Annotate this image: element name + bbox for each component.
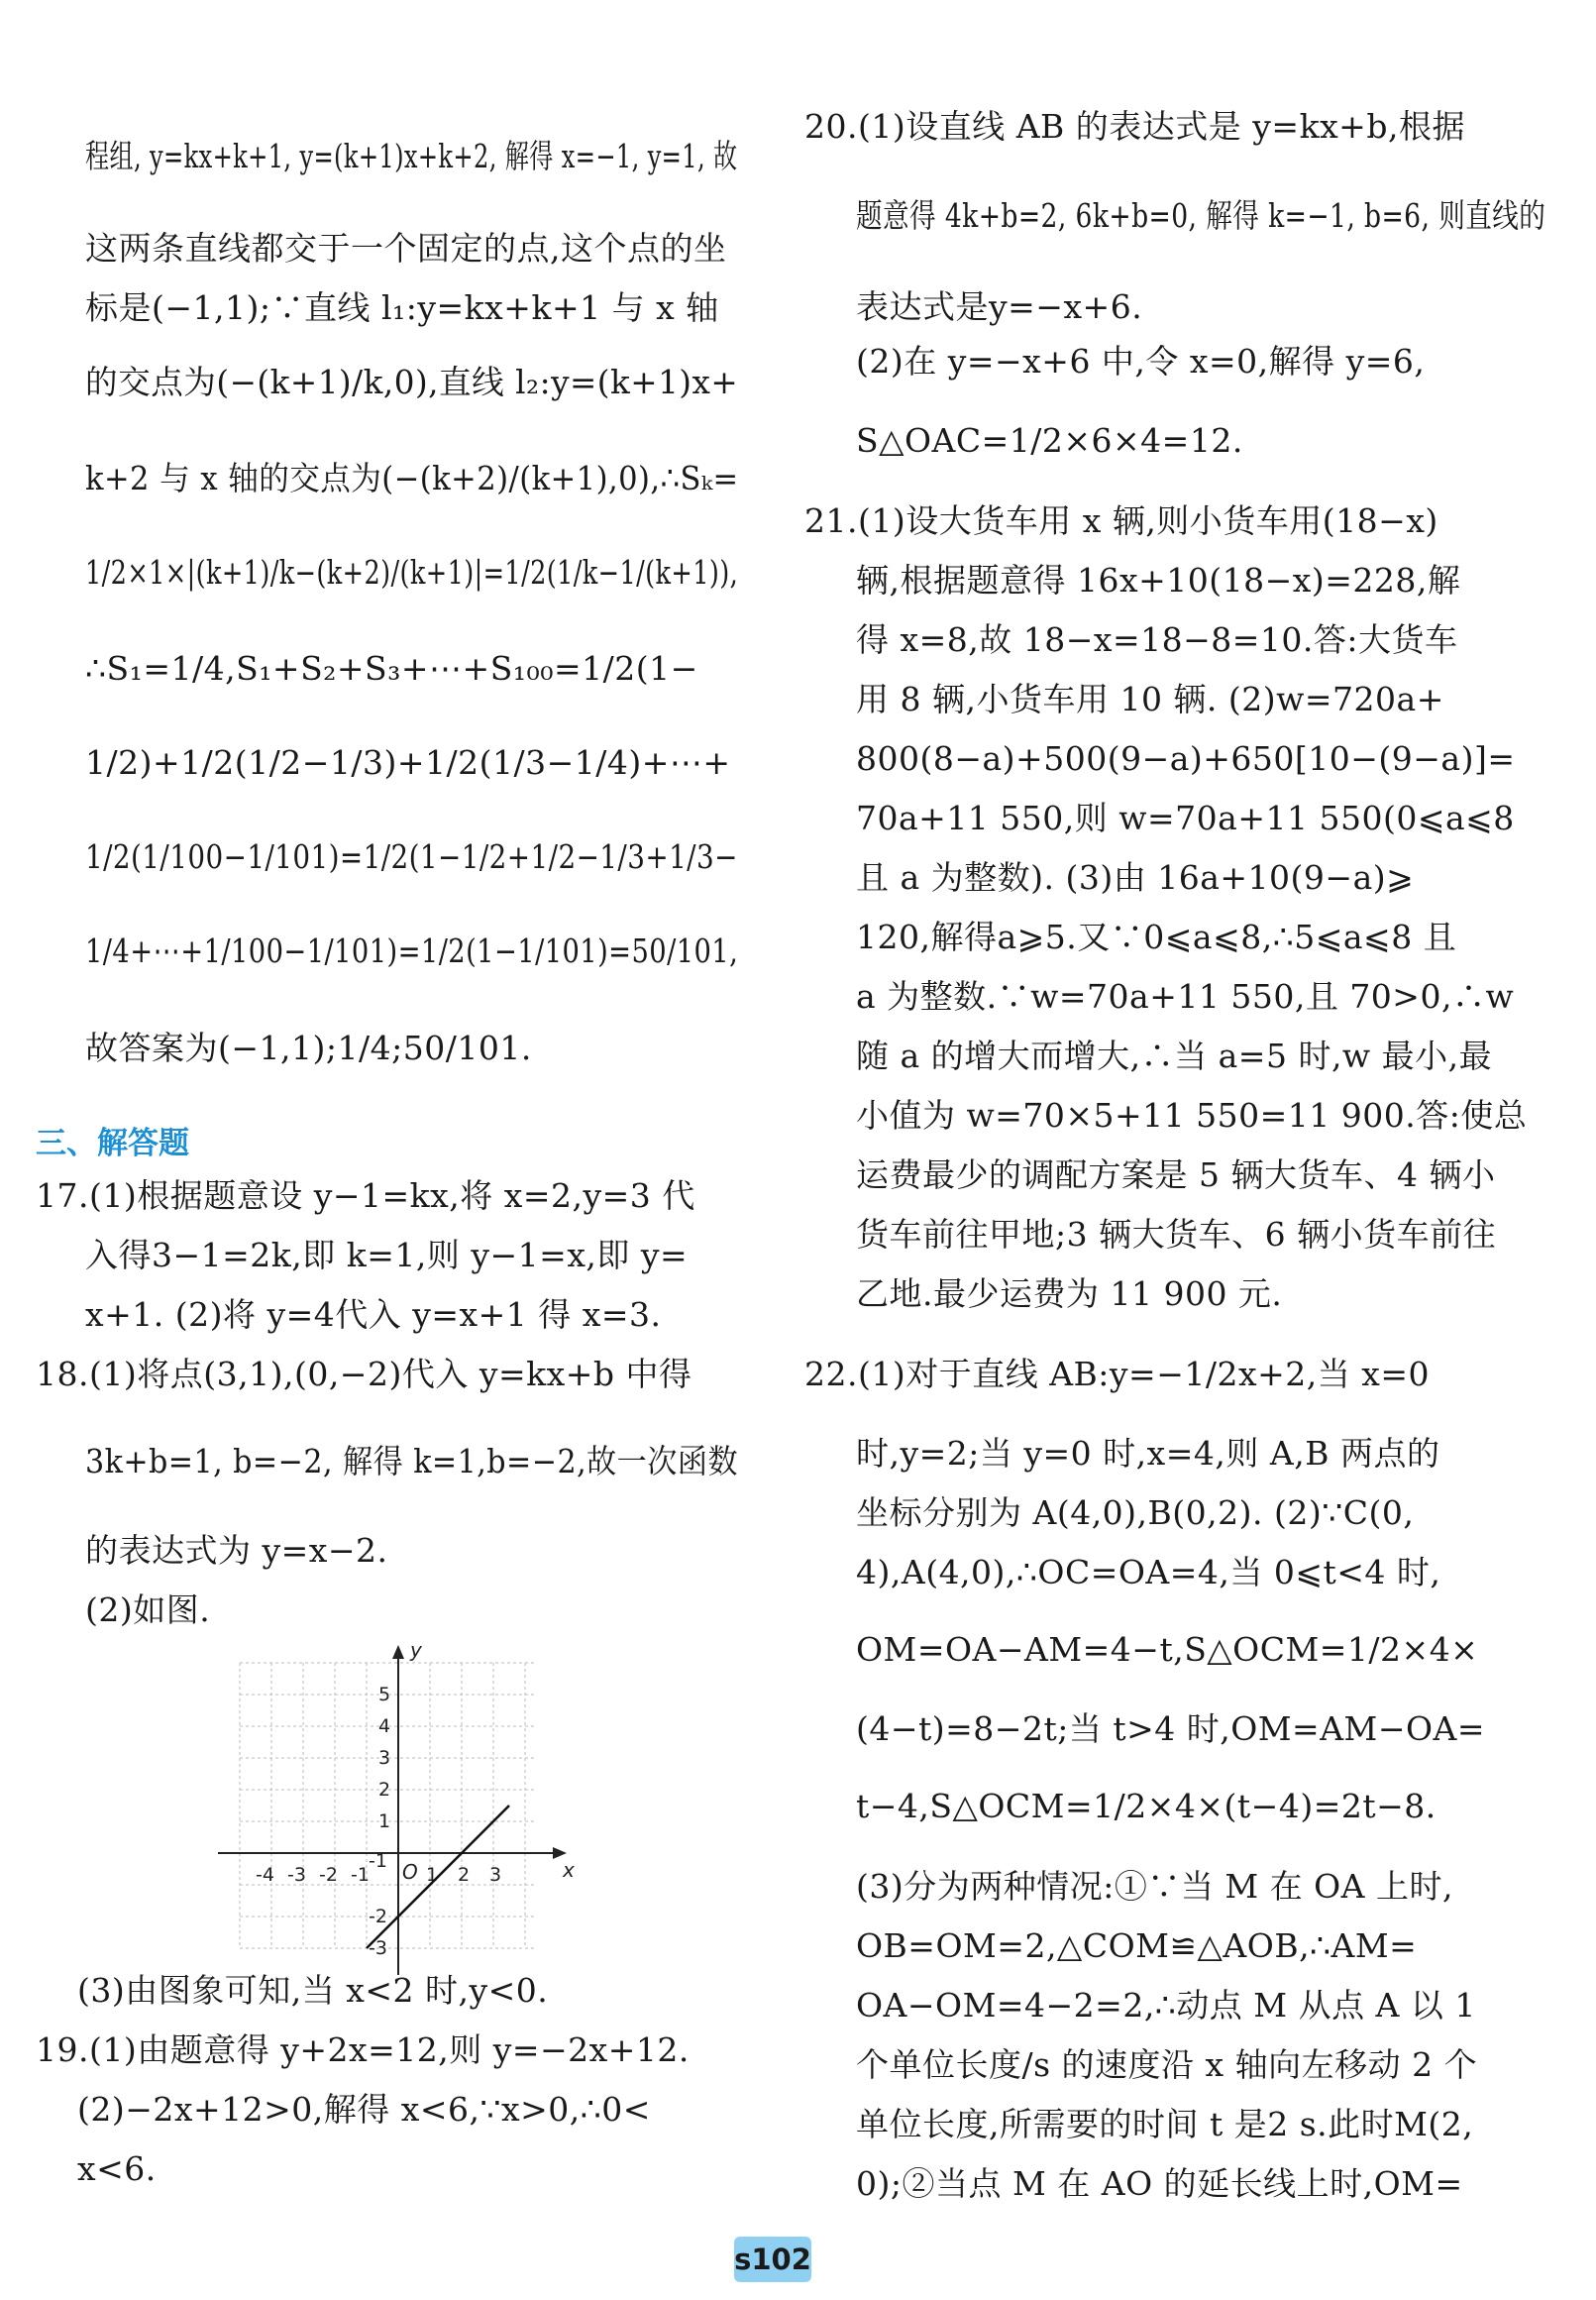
text-line: 小值为 w=70×5+11 550=11 900.答:使总 (856, 1096, 1528, 1135)
x-tick-label: -3 (287, 1864, 306, 1886)
text-line: ∴S₁=1/4,S₁+S₂+S₃+⋯+S₁₀₀=1/2(1− (85, 649, 698, 688)
y-tick-label: 3 (378, 1747, 391, 1769)
y-tick-label: -2 (369, 1906, 387, 1927)
text-line: 18.(1)将点(3,1),(0,−2)代入 y=kx+b 中得 (36, 1355, 692, 1393)
y-tick-label: -3 (369, 1937, 387, 1959)
text-line: 故答案为(−1,1);1/4;50/101. (85, 1029, 532, 1067)
text-line: 表达式是y=−x+6. (856, 287, 1143, 326)
text-line: 的表达式为 y=x−2. (85, 1531, 388, 1570)
text-line: 时,y=2;当 y=0 时,x=4,则 A,B 两点的 (856, 1434, 1440, 1473)
x-tick-label: -1 (351, 1864, 370, 1886)
text-line: 70a+11 550,则 w=70a+11 550(0⩽a⩽8 (856, 799, 1515, 837)
grid (240, 1663, 537, 1948)
section-heading: 三、解答题 (36, 1126, 189, 1161)
text-line: 1/4+⋯+1/100−1/101)=1/2(1−1/101)=50/101, (85, 931, 739, 970)
text-line: x+1. (2)将 y=4代入 y=x+1 得 x=3. (85, 1295, 662, 1334)
x-axis-label: x (563, 1858, 575, 1882)
text-line: (2)−2x+12>0,解得 x<6,∵x>0,∴0< (77, 2090, 651, 2129)
text-line: a 为整数.∵w=70a+11 550,且 70>0,∴w (856, 977, 1515, 1016)
text-line: 1/2)+1/2(1/2−1/3)+1/2(1/3−1/4)+⋯+ (85, 743, 731, 782)
text-line: 800(8−a)+500(9−a)+650[10−(9−a)]= (856, 739, 1516, 778)
text-line: OA−OM=4−2=2,∴动点 M 从点 A 以 1 (856, 1986, 1476, 2025)
text-line: 单位长度,所需要的时间 t 是2 s.此时M(2, (856, 2105, 1474, 2143)
text-line: 个单位长度/s 的速度沿 x 轴向左移动 2 个 (856, 2045, 1478, 2084)
text-line: k+2 与 x 轴的交点为(−(k+2)/(k+1),0),∴Sₖ= (85, 459, 739, 497)
text-line: 用 8 辆,小货车用 10 辆. (2)w=720a+ (856, 680, 1444, 718)
text-line: (2)如图. (85, 1590, 211, 1629)
origin-label: O (402, 1860, 418, 1884)
y-axis-label: y (410, 1643, 422, 1662)
text-line: 坐标分别为 A(4,0),B(0,2). (2)∵C(0, (856, 1493, 1415, 1532)
text-line: S△OAC=1/2×6×4=12. (856, 421, 1243, 460)
x-tick-label: -4 (256, 1864, 274, 1886)
y-axis-arrow (392, 1645, 404, 1659)
x-tick-label: 1 (426, 1864, 439, 1886)
text-line: 得 x=8,故 18−x=18−8=10.答:大货车 (856, 620, 1458, 659)
text-line: 1/2×1×|(k+1)/k−(k+2)/(k+1)|=1/2(1/k−1/(k+1)), (85, 553, 739, 592)
text-line: 货车前往甲地;3 辆大货车、6 辆小货车前往 (856, 1215, 1497, 1254)
text-line: 乙地.最少运费为 11 900 元. (856, 1274, 1283, 1313)
text-line: 0);②当点 M 在 AO 的延长线上时,OM= (856, 2164, 1463, 2203)
text-line: (3)分为两种情况:①∵当 M 在 OA 上时, (856, 1867, 1453, 1906)
text-line: t−4,S△OCM=1/2×4×(t−4)=2t−8. (856, 1787, 1436, 1825)
text-line: 120,解得a⩾5.又∵0⩽a⩽8,∴5⩽a⩽8 且 (856, 918, 1457, 956)
text-line: 入得3−1=2k,即 k=1,则 y−1=x,即 y= (85, 1236, 689, 1274)
x-tick-label: 3 (489, 1864, 502, 1886)
x-tick-label: 2 (458, 1864, 471, 1886)
page-number: s102 (734, 2237, 811, 2282)
y-tick-label: 4 (378, 1715, 391, 1737)
text-line: x<6. (77, 2149, 157, 2188)
text-line: 21.(1)设大货车用 x 辆,则小货车用(18−x) (804, 501, 1438, 540)
text-line: 3k+b=1, b=−2, 解得 k=1,b=−2,故一次函数 (85, 1442, 739, 1480)
text-line: 标是(−1,1);∵直线 l₁:y=kx+k+1 与 x 轴 (85, 288, 719, 327)
text-line: 19.(1)由题意得 y+2x=12,则 y=−2x+12. (36, 2030, 690, 2069)
text-line: OM=OA−AM=4−t,S△OCM=1/2×4× (856, 1630, 1479, 1669)
text-line: 的交点为(−(k+1)/k,0),直线 l₂:y=(k+1)x+ (85, 363, 739, 401)
text-line: 4),A(4,0),∴OC=OA=4,当 0⩽t<4 时, (856, 1553, 1441, 1591)
text-line: 22.(1)对于直线 AB:y=−1/2x+2,当 x=0 (804, 1355, 1430, 1393)
coordinate-graph (208, 1643, 585, 1980)
text-line: 运费最少的调配方案是 5 辆大货车、4 辆小 (856, 1155, 1496, 1194)
text-line: (3)由图象可知,当 x<2 时,y<0. (77, 1971, 549, 2010)
text-line: (4−t)=8−2t;当 t>4 时,OM=AM−OA= (856, 1709, 1486, 1748)
text-line: 题意得 4k+b=2, 6k+b=0, 解得 k=−1, b=6, 则直线的 (856, 196, 1546, 235)
text-line: 这两条直线都交于一个固定的点,这个点的坐 (85, 229, 727, 268)
text-line: 随 a 的增大而增大,∴当 a=5 时,w 最小,最 (856, 1037, 1493, 1075)
x-tick-label: -2 (319, 1864, 338, 1886)
y-tick-label: 2 (378, 1779, 391, 1801)
text-line: 17.(1)根据题意设 y−1=kx,将 x=2,y=3 代 (36, 1176, 695, 1215)
y-tick-label: -1 (369, 1850, 387, 1872)
text-line: (2)在 y=−x+6 中,令 x=0,解得 y=6, (856, 342, 1426, 381)
y-tick-label: 5 (378, 1684, 391, 1705)
text-line: 1/2(1/100−1/101)=1/2(1−1/2+1/2−1/3+1/3− (85, 837, 738, 876)
text-line: 20.(1)设直线 AB 的表达式是 y=kx+b,根据 (804, 107, 1465, 146)
text-line: OB=OM=2,△COM≌△AOB,∴AM= (856, 1926, 1418, 1965)
y-tick-label: 1 (378, 1810, 391, 1832)
text-line: 且 a 为整数). (3)由 16a+10(9−a)⩾ (856, 858, 1415, 897)
text-line: 辆,根据题意得 16x+10(18−x)=228,解 (856, 561, 1461, 600)
text-line: 程组, y=kx+k+1, y=(k+1)x+k+2, 解得 x=−1, y=1, 故 (85, 137, 738, 175)
